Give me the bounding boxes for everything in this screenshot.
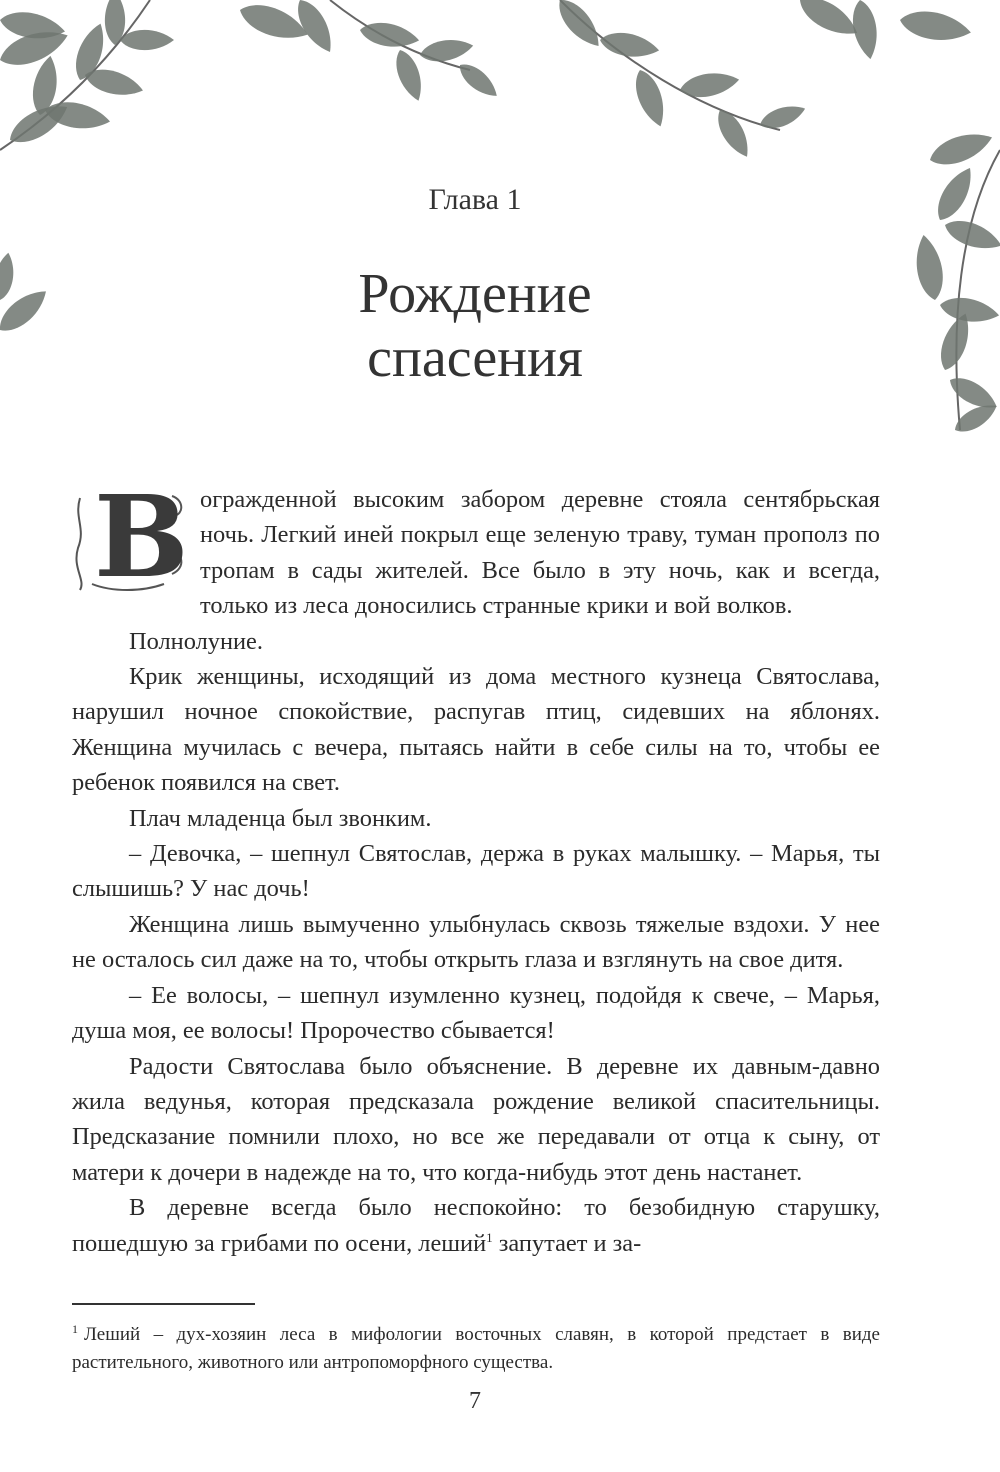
paragraph-2: Полнолуние.	[129, 627, 263, 655]
footnote-divider	[72, 1303, 255, 1305]
footnote-number: 1	[72, 1321, 78, 1336]
dropcap	[72, 472, 190, 603]
paragraph-text: В деревне всегда было неспокойно: то безобидную старушку, пошедшую за грибами по осени, леший	[72, 1194, 880, 1257]
body-text	[72, 472, 880, 1261]
footnote	[72, 1321, 880, 1377]
chapter-title-line-2: спасения	[367, 327, 583, 389]
paragraph-4: Плач младенца был звонким.	[129, 804, 432, 832]
chapter-title-line-1: Рождение	[358, 263, 592, 325]
paragraph-text: огражденной высоким забором деревне стояла сентябрьская ночь. Легкий иней покрыл еще зеленую траву, туман прополз по тропам в сады жителей. Все было в эту ночь, как и всегда, только из леса доносились странные крики и вой волков.	[200, 486, 880, 620]
paragraph-3: Крик женщины, исходящий из дома местного кузнеца Святослава, нарушил ночное спокойствие, распугав птиц, сидевших на яблонях. Женщина мучилась с вечера, пытаясь найти в себе силы на то, чтобы ее ребенок появился на свет.	[72, 663, 880, 797]
paragraph-8: Радости Святослава было объяснение. В деревне их давным-давно жила ведунья, которая предсказала рождение великой спасительницы. Предсказание помнили плохо, но все же передавали от отца к сыну, от матери к дочери в надежде на то, что когда-нибудь этот день настанет.	[72, 1052, 880, 1186]
page-number: 7	[469, 1388, 481, 1414]
chapter-label: Глава 1	[428, 183, 522, 216]
paragraph-1	[72, 472, 880, 624]
paragraph-text-continued: запутает и за-	[492, 1229, 642, 1257]
leaf-decoration	[0, 0, 1000, 470]
paragraph-6: Женщина лишь вымученно улыбнулась сквозь тяжелые вздохи. У нее не осталось сил даже на то, чтобы открыть глаза и взглянуть на свое дитя.	[72, 910, 880, 974]
paragraph-7: – Ее волосы, – шепнул изумленно кузнец, подойдя к свече, – Марья, душа моя, ее волосы! Пророчество сбывается!	[72, 981, 880, 1045]
footnote-text: Леший – дух-хозяин леса в мифологии восточных славян, в которой предстает в виде растительного, животного или антропоморфного существа.	[72, 1324, 880, 1373]
dropcap-letter: В	[94, 472, 189, 603]
chapter-title	[0, 262, 950, 390]
paragraph-5: – Девочка, – шепнул Святослав, держа в руках малышку. – Марья, ты слышишь? У нас дочь!	[72, 840, 880, 903]
paragraph-9	[72, 1190, 880, 1261]
footnote-mark[interactable]: 1	[486, 1229, 493, 1245]
